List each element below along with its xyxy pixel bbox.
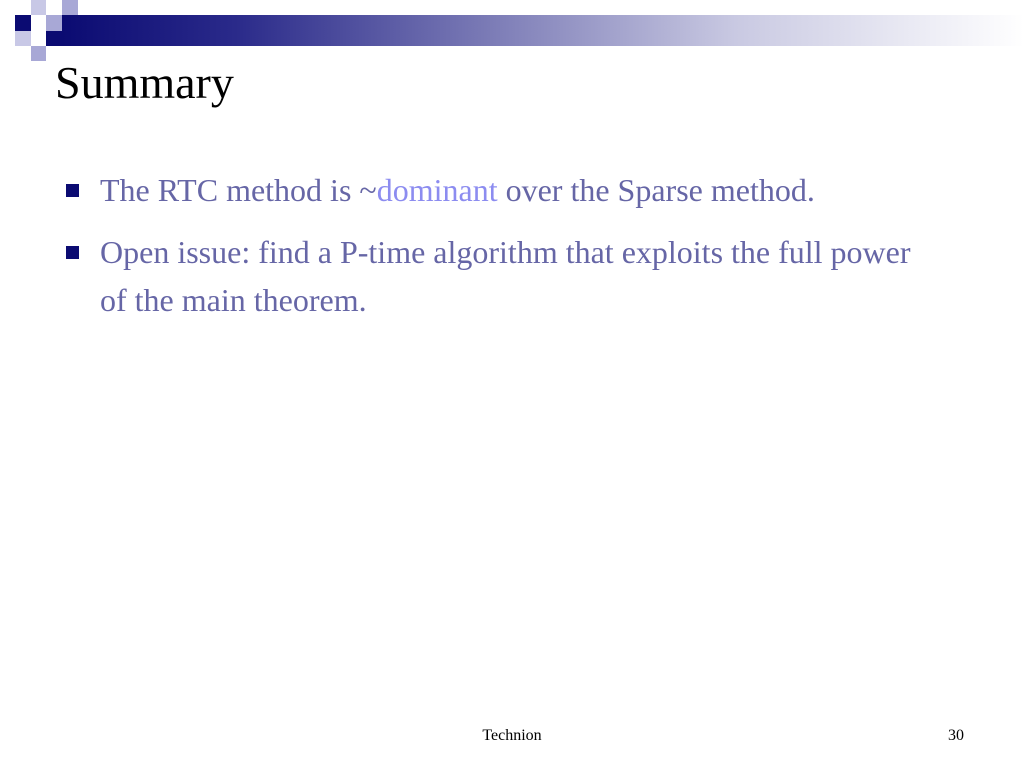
decor-square-navy-1 [15,15,31,31]
decor-square-navy-2 [46,31,62,46]
bullet-list [62,166,942,338]
bullet-text: Open issue: find a P-time algorithm that exploits the full power of the main theorem. [100,234,911,318]
bullet-item-rtc [62,166,942,214]
decor-square-pale-1 [31,0,46,15]
header-gradient-band [62,15,1024,46]
bullet-text-before: The RTC method is ~ [100,172,377,208]
page-number: 30 [948,727,964,744]
bullet-item-open-issue [62,228,942,324]
bullet-highlight-word: dominant [376,172,498,208]
square-bullet-icon [66,184,79,197]
bullet-text-after: over the Sparse method. [497,172,815,208]
square-bullet-icon [66,246,79,259]
slide-title: Summary [55,57,234,108]
decor-square-lav-1 [46,15,62,31]
decor-square-lav-2 [62,0,78,15]
decor-square-lav-3 [31,46,46,61]
decor-square-pale-2 [15,31,31,46]
footer-label: Technion [482,727,542,744]
